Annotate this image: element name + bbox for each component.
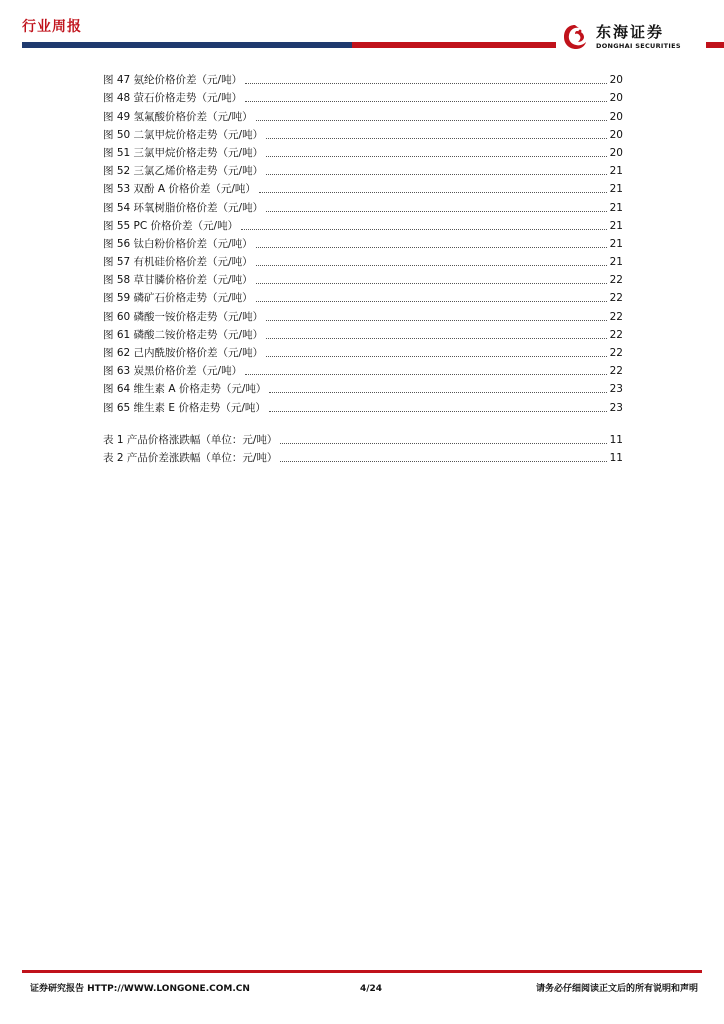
- footer-report-url: 证券研究报告 HTTP://WWW.LONGONE.COM.CN: [30, 984, 250, 994]
- toc-entry[interactable]: [103, 178, 623, 196]
- toc-entry-label: 图 62 己内酰胺价格价差（元/吨）: [103, 347, 264, 359]
- toc-entry-page: 22: [609, 292, 623, 305]
- toc-entry-page: 21: [609, 256, 623, 269]
- toc-entry-label: 图 52 三氯乙烯价格走势（元/吨）: [103, 165, 264, 178]
- toc-entry-page: 20: [609, 74, 623, 87]
- toc-entry-page: 22: [609, 365, 623, 378]
- toc-leader-dots: [266, 155, 607, 157]
- page-number: 4/24: [360, 984, 383, 994]
- toc-entry-label: 图 64 维生素 A 价格走势（元/吨）: [103, 383, 267, 396]
- toc-entry-label: 图 53 双酚 A 价格价差（元/吨）: [103, 183, 256, 196]
- toc-entry-label: 图 54 环氧树脂价格价差（元/吨）: [103, 201, 264, 214]
- toc-entry[interactable]: [103, 69, 623, 87]
- toc-leader-dots: [256, 246, 607, 248]
- toc-entry-page: 23: [609, 401, 623, 414]
- toc-leader-dots: [245, 373, 607, 375]
- toc-leader-dots: [256, 119, 607, 121]
- toc-entry-label: 图 59 磷矿石价格走势（元/吨）: [103, 292, 253, 305]
- page-footer: [30, 983, 698, 997]
- toc-entry-page: 21: [609, 219, 623, 232]
- toc-entry-label: 表 1 产品价格涨跌幅（单位：元/吨）: [103, 433, 278, 446]
- toc-entry-label: 图 57 有机硅价格价差（元/吨）: [103, 256, 253, 269]
- toc-leader-dots: [256, 300, 607, 302]
- toc-leader-dots: [245, 82, 607, 84]
- logo-text-en: DONGHAI SECURITIES: [596, 42, 681, 50]
- toc-entry-page: 20: [609, 146, 623, 159]
- toc-leader-dots: [266, 137, 607, 139]
- toc-leader-dots: [266, 319, 607, 321]
- toc-leader-dots: [280, 460, 606, 462]
- toc-entry[interactable]: [103, 287, 623, 305]
- toc-leader-dots: [266, 337, 607, 339]
- company-logo: [556, 20, 706, 54]
- toc-entry-label: 图 50 二氯甲烷价格走势（元/吨）: [103, 128, 264, 141]
- toc-leader-dots: [266, 355, 607, 357]
- toc-entry[interactable]: [103, 215, 623, 233]
- toc-leader-dots: [280, 442, 606, 444]
- toc-entry-label: 图 60 磷酸一铵价格走势（元/吨）: [103, 310, 264, 323]
- toc-entry-label: 图 47 氨纶价格价差（元/吨）: [103, 74, 243, 87]
- header-bar-navy: [22, 42, 352, 48]
- toc-entry-page: 20: [609, 92, 623, 105]
- toc-entry-page: 20: [609, 110, 623, 123]
- toc-entry-label: 图 58 草甘膦价格价差（元/吨）: [103, 274, 253, 287]
- toc-entry[interactable]: [103, 429, 623, 447]
- toc-entry[interactable]: [103, 233, 623, 251]
- toc-entry-page: 22: [609, 328, 623, 341]
- toc-entry-page: 22: [609, 347, 623, 359]
- toc-entry[interactable]: [103, 105, 623, 123]
- toc-figures: [103, 69, 623, 415]
- toc-entry-page: 21: [609, 201, 623, 214]
- toc-entry[interactable]: [103, 87, 623, 105]
- toc-entry-page: 11: [609, 451, 623, 464]
- toc-leader-dots: [241, 228, 607, 230]
- toc-entry-label: 图 55 PC 价格价差（元/吨）: [103, 219, 239, 232]
- toc-entry[interactable]: [103, 196, 623, 214]
- toc-entry-label: 图 48 萤石价格走势（元/吨）: [103, 92, 243, 105]
- toc-entry-page: 23: [609, 383, 623, 396]
- toc-leader-dots: [256, 264, 607, 266]
- page-header: [0, 0, 724, 58]
- toc-leader-dots: [266, 173, 607, 175]
- toc-entry[interactable]: [103, 269, 623, 287]
- footer-disclaimer: 请务必仔细阅读正文后的所有说明和声明: [535, 984, 698, 994]
- toc-entry[interactable]: [103, 447, 623, 465]
- logo-text-cn: 东海证券: [596, 23, 665, 41]
- dragon-logo-icon: [560, 22, 590, 52]
- toc-entry-label: 图 56 钛白粉价格价差（元/吨）: [103, 237, 253, 250]
- toc-list: [103, 69, 623, 465]
- toc-leader-dots: [256, 282, 607, 284]
- toc-entry-label: 图 65 维生素 E 价格走势（元/吨）: [103, 401, 266, 414]
- toc-entry[interactable]: [103, 124, 623, 142]
- section-title: 行业周报: [22, 19, 82, 35]
- toc-entry-page: 20: [609, 128, 623, 141]
- toc-entry-label: 图 63 炭黑价格价差（元/吨）: [103, 365, 243, 378]
- toc-leader-dots: [245, 100, 607, 102]
- toc-entry-page: 21: [609, 165, 623, 178]
- toc-entry-label: 表 2 产品价差涨跌幅（单位：元/吨）: [103, 451, 278, 464]
- toc-leader-dots: [259, 191, 607, 193]
- toc-entry[interactable]: [103, 160, 623, 178]
- toc-section-gap: [103, 415, 623, 429]
- toc-entry-label: 图 61 磷酸二铵价格走势（元/吨）: [103, 328, 264, 341]
- toc-entry[interactable]: [103, 342, 623, 360]
- toc-entry[interactable]: [103, 305, 623, 323]
- toc-leader-dots: [266, 210, 607, 212]
- toc-entry-page: 11: [609, 433, 623, 446]
- toc-leader-dots: [269, 410, 607, 412]
- toc-entry[interactable]: [103, 378, 623, 396]
- toc-entry-page: 21: [609, 237, 623, 250]
- toc-entry-page: 21: [609, 183, 623, 196]
- toc-entry[interactable]: [103, 251, 623, 269]
- toc-entry-page: 22: [609, 310, 623, 323]
- toc-entry[interactable]: [103, 360, 623, 378]
- toc-entry-page: 22: [609, 274, 623, 287]
- toc-leader-dots: [269, 391, 606, 393]
- footer-divider: [22, 970, 702, 973]
- toc-tables: [103, 429, 623, 465]
- toc-entry[interactable]: [103, 324, 623, 342]
- toc-entry-label: 图 51 三氯甲烷价格走势（元/吨）: [103, 146, 264, 159]
- toc-entry[interactable]: [103, 142, 623, 160]
- toc-entry-label: 图 49 氢氟酸价格价差（元/吨）: [103, 110, 253, 123]
- toc-entry[interactable]: [103, 396, 623, 414]
